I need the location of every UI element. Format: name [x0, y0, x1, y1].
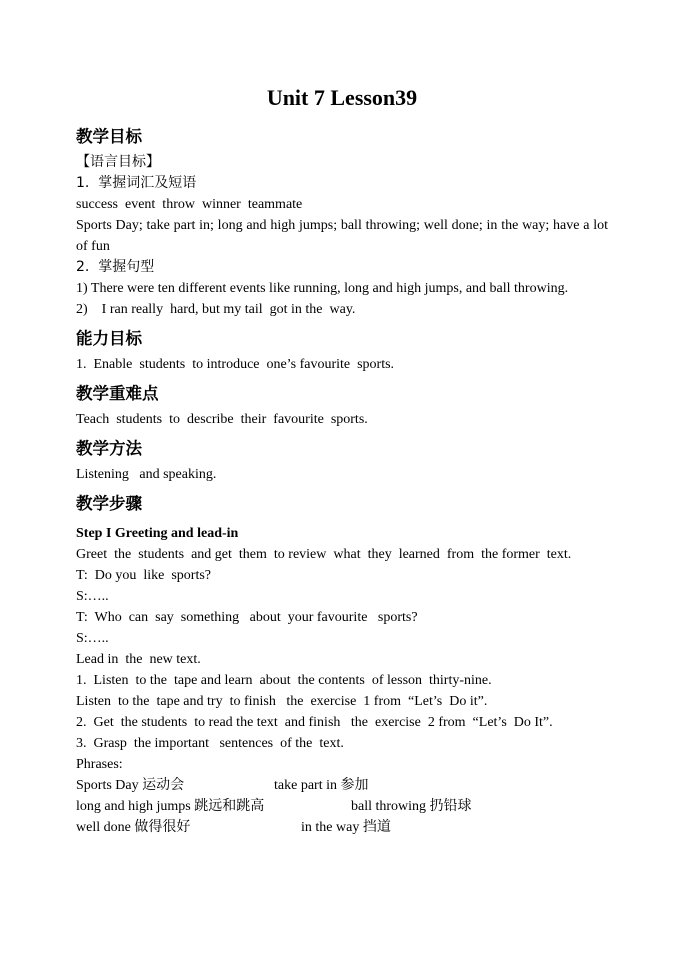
step-line: Listen to the tape and try to finish the exercise 1 from “Let’s Do it”.	[76, 694, 488, 709]
phrase-row	[76, 817, 608, 838]
page-title: Unit 7 Lesson39	[266, 85, 418, 110]
step-lines	[76, 544, 608, 775]
phrase-en: in the way	[301, 820, 363, 835]
phrase-en: take part in	[274, 778, 341, 793]
language-goal-label: 【语言目标】	[76, 154, 160, 170]
phrase-cn: 做得很好	[134, 819, 191, 835]
step-line: 3. Grasp the important sentences of the text.	[76, 736, 344, 751]
sentence-1: 1) There were ten different events like running, long and high jumps, and ball throwing.	[76, 281, 569, 296]
phrase-cn: 参加	[340, 777, 369, 793]
phrase-row	[76, 775, 608, 796]
vocabulary-line: success event throw winner teammate	[76, 197, 303, 212]
step-line: T: Do you like sports?	[76, 568, 212, 583]
phrase-row	[76, 796, 608, 817]
phrase-en: ball throwing	[351, 799, 430, 814]
heading-ability-goals: 能力目标	[76, 329, 142, 348]
goal-1: 1. 掌握词汇及短语	[76, 175, 197, 191]
step-line: 1. Listen to the tape and learn about the contents of lesson thirty-nine.	[76, 673, 492, 688]
step-line: S:…..	[76, 631, 109, 646]
heading-key-points: 教学重难点	[76, 384, 159, 403]
heading-steps: 教学步骤	[76, 494, 142, 513]
focus-line: Teach students to describe their favourite sports.	[76, 412, 368, 427]
step-1-heading: Step I Greeting and lead-in	[76, 526, 239, 541]
goal-2: 2. 掌握句型	[76, 259, 155, 275]
phrase-cn: 跳远和跳高	[194, 798, 265, 814]
step-line: S:…..	[76, 589, 109, 604]
sentence-2: 2) I ran really hard, but my tail got in the way.	[76, 302, 356, 317]
phrases-line: Sports Day; take part in; long and high jumps; ball throwing; well done; in the way; have a lot of fun	[76, 218, 608, 254]
phrase-en: well done	[76, 820, 135, 835]
step-line: T: Who can say something about your favourite sports?	[76, 610, 418, 625]
heading-teaching-goals: 教学目标	[76, 127, 142, 146]
step-line: 2. Get the students to read the text and finish the exercise 2 from “Let’s Do It”.	[76, 715, 553, 730]
phrase-cn: 扔铅球	[429, 798, 472, 814]
document-page	[76, 80, 608, 838]
phrase-cn: 挡道	[362, 819, 391, 835]
phrase-cn: 运动会	[142, 777, 185, 793]
phrase-table	[76, 775, 608, 838]
ability-line: 1. Enable students to introduce one’s favourite sports.	[76, 357, 395, 372]
step-line: Greet the students and get them to review what they learned from the former text.	[76, 547, 572, 562]
step-line: Phrases:	[76, 757, 123, 772]
method-line: Listening and speaking.	[76, 467, 217, 482]
phrase-en: long and high jumps	[76, 799, 195, 814]
phrase-en: Sports Day	[76, 778, 143, 793]
step-line: Lead in the new text.	[76, 652, 201, 667]
heading-methods: 教学方法	[76, 439, 142, 458]
